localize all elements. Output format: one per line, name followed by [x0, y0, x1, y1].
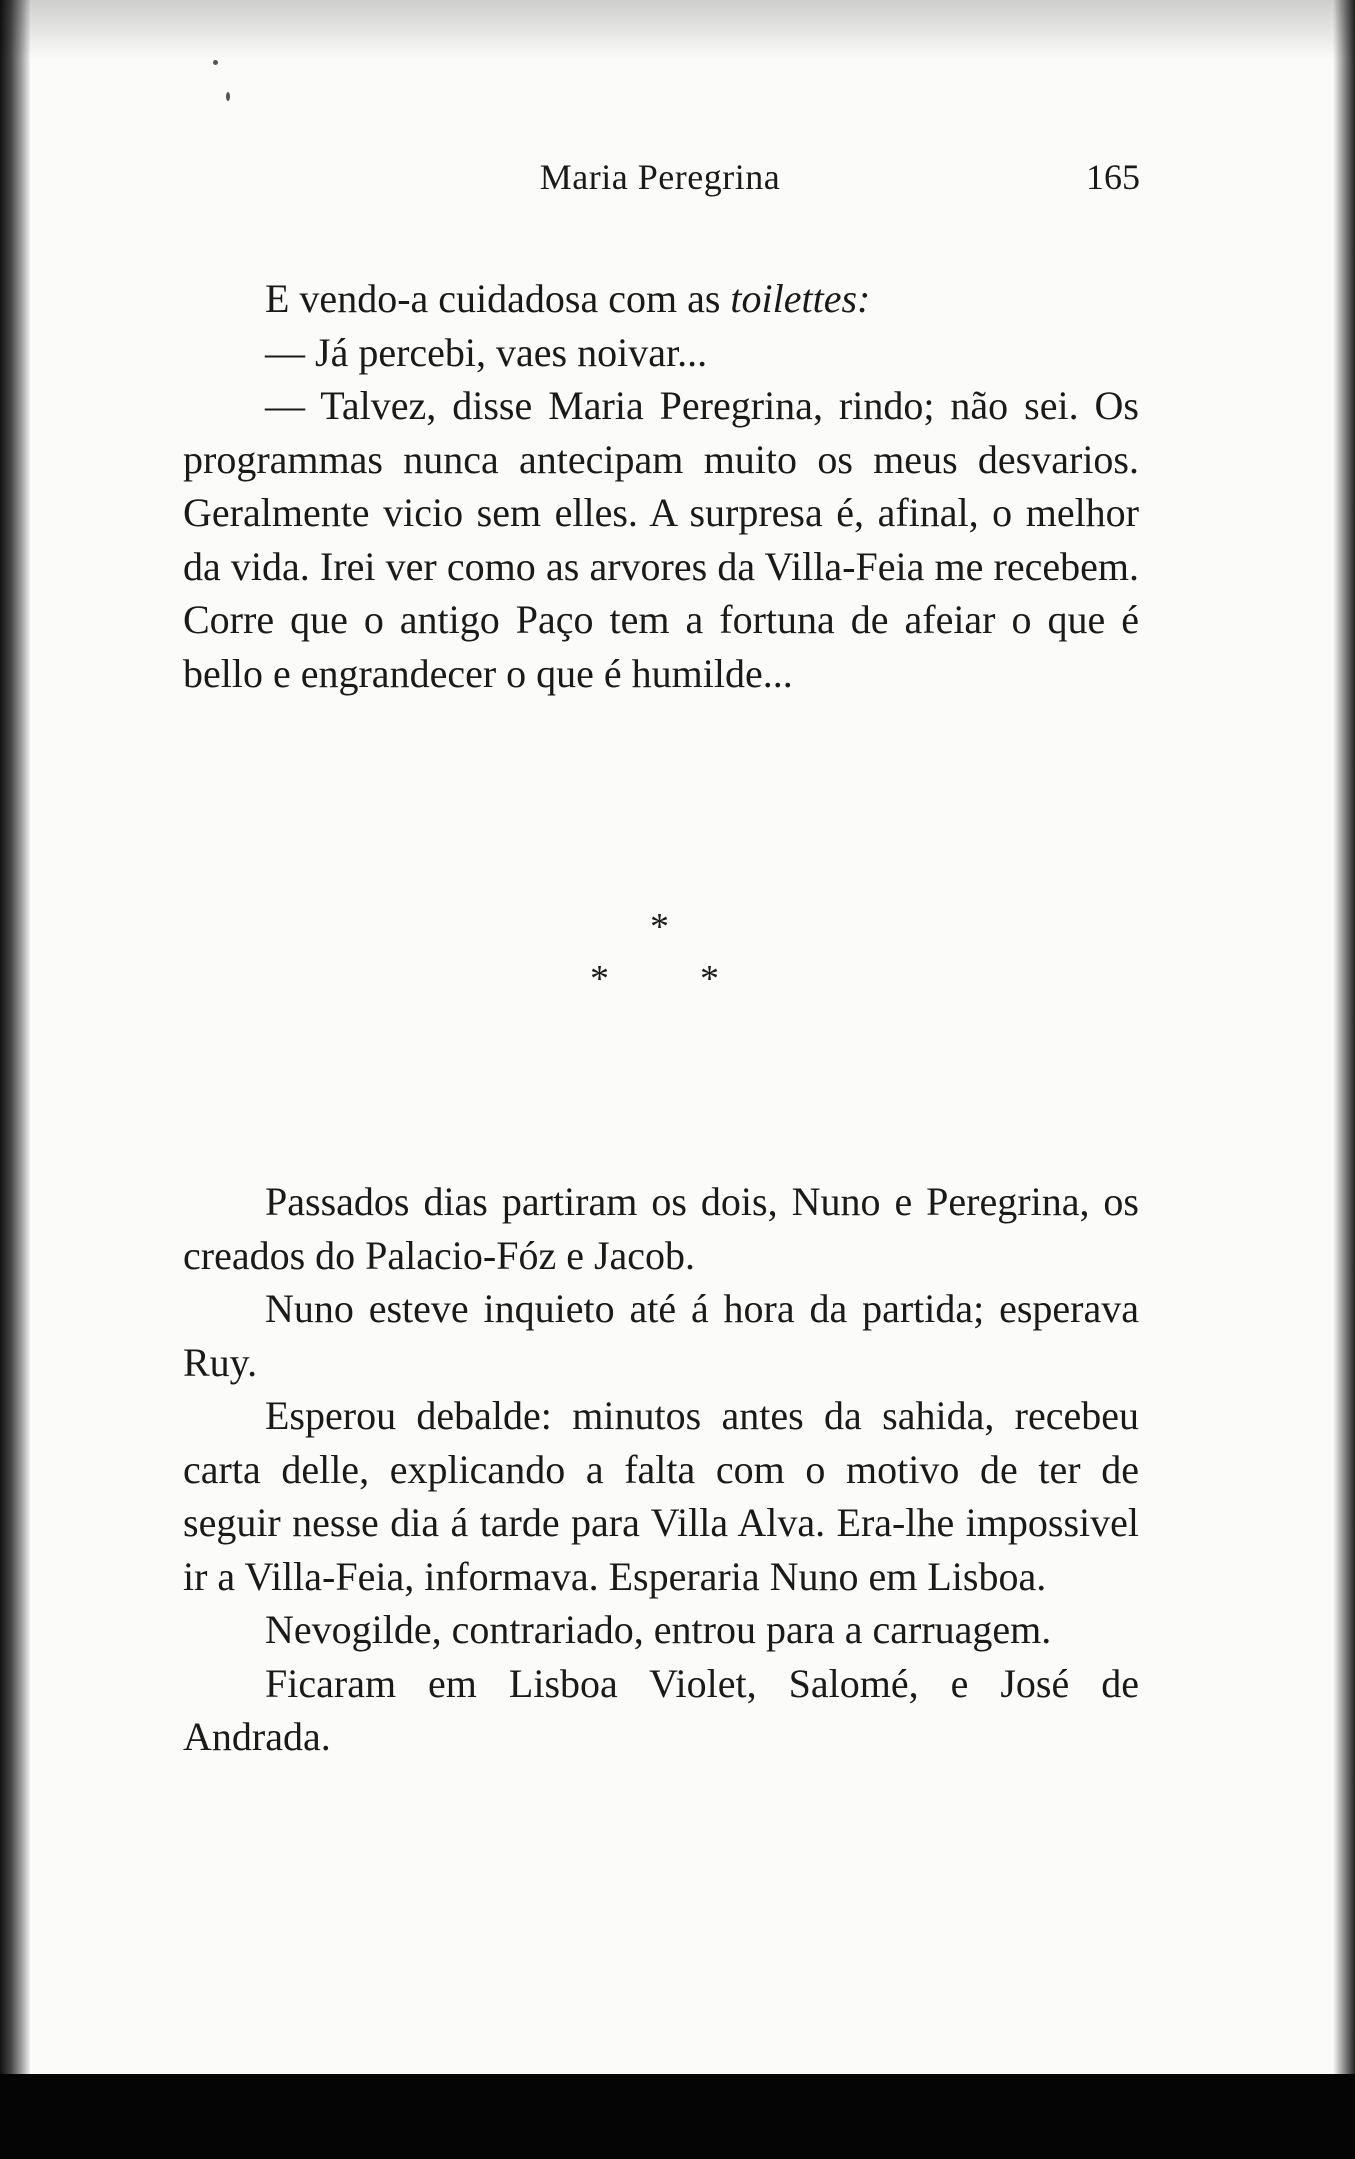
page-number: 165	[1086, 157, 1140, 197]
paragraph-text: E vendo-a cuidadosa com as	[265, 276, 731, 321]
text-block-2	[183, 1175, 1139, 1764]
asterisk-right: *	[700, 958, 719, 1000]
paragraph	[183, 272, 1139, 326]
running-title: Maria Peregrina	[539, 157, 781, 197]
scan-speck	[213, 60, 218, 65]
asterisk-left: *	[590, 958, 609, 1000]
page-right-edge-shadow	[1333, 0, 1355, 2159]
paragraph: Ficaram em Lisboa Violet, Salomé, e José de Andrada.	[183, 1660, 1139, 1759]
scan-speck	[226, 92, 230, 101]
scan-bottom-border	[0, 2074, 1355, 2159]
italic-word: toilettes:	[730, 276, 871, 321]
text-block-1	[183, 272, 1139, 700]
section-separator	[590, 905, 750, 1015]
paragraph: — Já percebi, vaes noivar...	[265, 329, 708, 375]
paragraph: — Talvez, disse Maria Peregrina, rindo; não sei. Os programmas nunca antecipam muito os meus desvarios. Geralmente vicio sem elles. A surpresa é, afinal, o melhor da vida. Irei ver como as arvores da Villa-Feia me recebem. Corre que o antigo Paço tem a fortuna de afeiar o que é bello e engrandecer o que é humilde...	[183, 383, 1139, 696]
paragraph: Passados dias partiram os dois, Nuno e Peregrina, os creados do Palacio-Fóz e Jacob.	[183, 1179, 1139, 1278]
page-binding-shadow	[0, 0, 30, 2159]
paragraph: Nevogilde, contrariado, entrou para a carruagem.	[265, 1607, 1052, 1652]
paragraph: Nuno esteve inquieto até á hora da partida; esperava Ruy.	[183, 1286, 1139, 1385]
page-top-shadow	[0, 0, 1355, 60]
running-header	[180, 152, 1140, 202]
asterisk-top: *	[650, 906, 669, 948]
paragraph: Esperou debalde: minutos antes da sahida, recebeu carta delle, explicando a falta com o motivo de ter de seguir nesse dia á tarde para Villa Alva. Era-lhe impossivel ir a Villa-Feia, informava. Esperaria Nuno em Lisboa.	[183, 1393, 1139, 1599]
